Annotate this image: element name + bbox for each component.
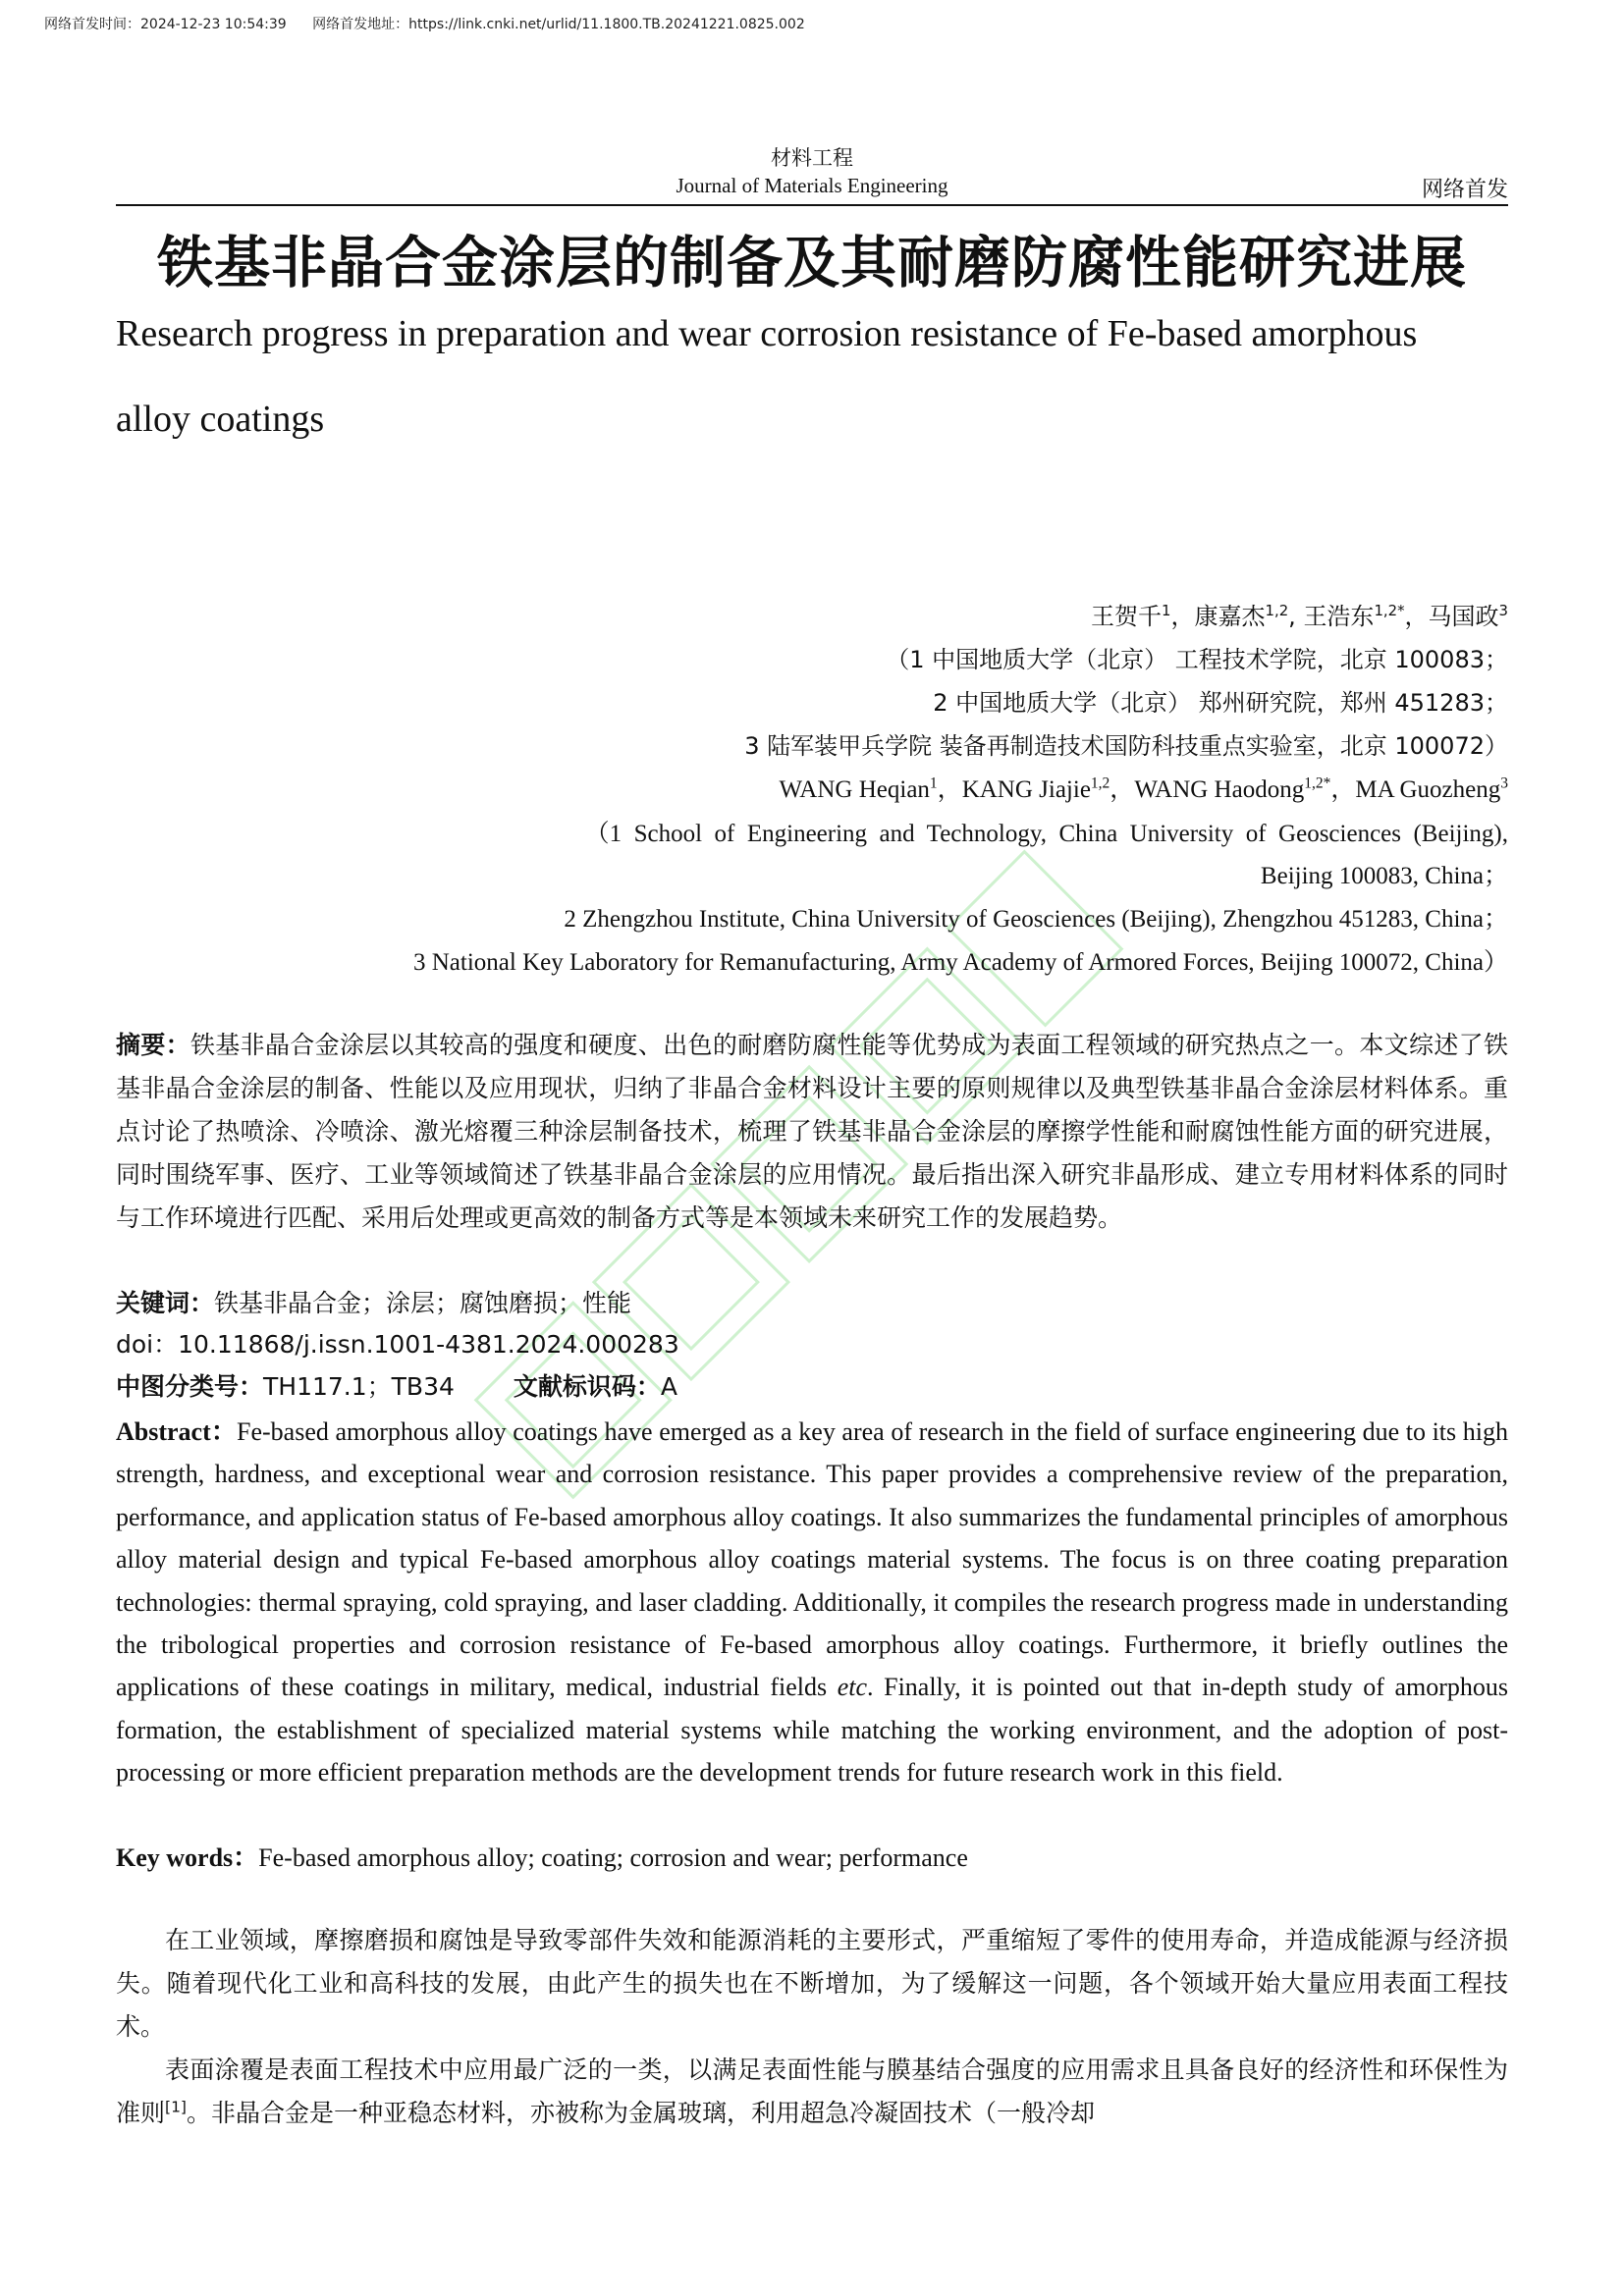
abstract-en: [116, 1411, 1508, 1794]
abstract-cn-text: 铁基非晶合金涂层以其较高的强度和硬度、出色的耐磨防腐性能等优势成为表面工程领域的研究热点之一。本文综述了铁基非晶合金涂层的制备、性能以及应用现状，归纳了非晶合金材料设计主要的原则规律以及典型铁基非晶合金涂层材料体系。重点讨论了热喷涂、冷喷涂、激光熔覆三种涂层制备技术，梳理了铁基非晶合金涂层的摩擦学性能和耐腐蚀性能方面的研究进展，同时围绕军事、医疗、工业等领域简述了铁基非晶合金涂层的应用情况。最后指出深入研究非晶形成、建立专用材料体系的同时与工作环境进行匹配、采用后处理或更高效的制备方式等是本领域未来研究工作的发展趋势。: [116, 1031, 1508, 1232]
paper-title-en-line2: alloy coatings: [116, 399, 325, 440]
author-separator: ，: [937, 776, 962, 803]
keywords-en: [116, 1838, 968, 1874]
published-time: 网络首发时间：2024-12-23 10:54:39: [44, 17, 287, 32]
author-name: 康嘉杰: [1194, 603, 1266, 630]
author-name: 马国政: [1428, 603, 1499, 630]
keywords-cn-text: 铁基非晶合金；涂层；腐蚀磨损；性能: [214, 1289, 632, 1317]
abstract-cn: [116, 1024, 1508, 1240]
paper-title-en-line1: Research progress in preparation and wear corrosion resistance of Fe-based amorphous: [116, 313, 1418, 354]
author-affiliation-mark: 1: [929, 774, 938, 792]
keywords-en-label: Key words：: [116, 1843, 259, 1872]
affiliation-cn-2: 2 中国地质大学（北京） 郑州研究院，郑州 451283；: [933, 689, 1508, 717]
doc-code-label: 文献标识码：: [513, 1372, 661, 1401]
abstract-en-text-part1: Fe-based amorphous alloy coatings have emerged as a key area of research in the field of surface engineering due to its high strength, hardness, and exceptional wear and corrosion resistance. This paper provides a comprehensive review of the preparation, performance, and application status of Fe-based amorphous alloy coatings. It also summarizes the fundamental principles of amorphous alloy material design and typical Fe-based amorphous alloy coatings material systems. The focus is on three coating preparation technologies: thermal spraying, cold spraying, and laser cladding. Additionally, it compiles the research progress made in understanding the tribological properties and corrosion resistance of Fe-based amorphous alloy coatings. Furthermore, it briefly outlines the applications of these coatings in military, medical, industrial fields: [116, 1417, 1508, 1702]
author-separator: ，: [1170, 603, 1195, 630]
affiliation-en-1-cont: Beijing 100083, China；: [1260, 863, 1508, 889]
online-publication-meta: [44, 14, 805, 33]
author-name: 王贺千: [1091, 603, 1163, 630]
doi-line: [116, 1325, 679, 1361]
body-paragraph-1: 在工业领域，摩擦磨损和腐蚀是导致零部件失效和能源消耗的主要形式，严重缩短了零件的使用寿命，并造成能源与经济损失。随着现代化工业和高科技的发展，由此产生的损失也在不断增加，为了缓解这一问题，各个领域开始大量应用表面工程技术。: [116, 1926, 1508, 2041]
author-affiliation-mark: 3: [1498, 602, 1508, 619]
author-list-en: [779, 770, 1508, 805]
author-separator: ,: [1288, 603, 1304, 630]
body-paragraph-2: [116, 2049, 1508, 2135]
author-separator: ，: [1404, 603, 1429, 630]
keywords-cn-label: 关键词：: [116, 1289, 215, 1317]
online-first-tag: 网络首发: [1421, 178, 1508, 202]
clc-value: TH117.1；TB34: [263, 1372, 455, 1401]
doi-label: doi：: [116, 1330, 179, 1359]
doi-value[interactable]: 10.11868/j.issn.1001-4381.2024.000283: [178, 1330, 679, 1359]
author-name: WANG Heqian: [779, 776, 930, 803]
author-affiliation-mark: 1,2*: [1304, 774, 1331, 792]
abstract-en-label: Abstract：: [116, 1417, 237, 1446]
author-name: WANG Haodong: [1134, 776, 1305, 803]
affiliation-en-1: （1 School of Engineering and Technology, China University of Geosciences (Beijing),: [584, 821, 1508, 847]
header-divider: [116, 204, 1508, 206]
abstract-en-etc: etc: [837, 1673, 868, 1702]
author-affiliation-mark: 1,2: [1265, 602, 1289, 619]
paper-title-cn: 铁基非晶合金涂层的制备及其耐磨防腐性能研究进展: [157, 231, 1467, 295]
author-separator: ，: [1110, 776, 1135, 803]
body-paragraph-2-text-cont: 。非晶合金是一种亚稳态材料，亦被称为金属玻璃，利用超急冷凝固技术（一般冷却: [186, 2099, 1095, 2127]
author-affiliation-mark: 3: [1500, 774, 1508, 792]
body-paragraph-2-text: 表面涂覆是表面工程技术中应用最广泛的一类，以满足表面性能与膜基结合强度的应用需求且具备良好的经济性和环保性为准则: [116, 2056, 1508, 2127]
journal-name-cn: 材料工程: [771, 146, 853, 170]
classification-line: [116, 1367, 677, 1403]
keywords-en-text: Fe-based amorphous alloy; coating; corrosion and wear; performance: [258, 1843, 968, 1872]
author-name: 王浩东: [1303, 603, 1375, 630]
author-name: MA Guozheng: [1355, 776, 1501, 803]
clc-label: 中图分类号：: [116, 1372, 264, 1401]
journal-name-en: Journal of Materials Engineering: [676, 174, 948, 197]
author-affiliation-mark: 1,2*: [1374, 602, 1405, 619]
abstract-cn-label: 摘要：: [116, 1031, 190, 1059]
author-name: KANG Jiajie: [961, 776, 1091, 803]
keywords-cn: [116, 1284, 631, 1319]
published-url[interactable]: 网络首发地址：https://link.cnki.net/urlid/11.1800.TB.20241221.0825.002: [312, 17, 805, 32]
affiliation-cn-1: （1 中国地质大学（北京） 工程技术学院，北京 100083；: [886, 646, 1508, 673]
author-separator: ，: [1330, 776, 1356, 803]
author-affiliation-mark: 1: [1162, 602, 1171, 619]
author-affiliation-mark: 1,2: [1090, 774, 1110, 792]
author-list-cn: [1091, 597, 1508, 631]
doc-code-value: A: [660, 1372, 678, 1401]
affiliation-cn-3: 3 陆军装甲兵学院 装备再制造技术国防科技重点实验室，北京 100072）: [744, 732, 1508, 760]
abstract-en-text-part2: . Finally, it is pointed out that in-depth study of amorphous formation, the establishment of specialized material systems while matching the working environment, and the adoption of post-processing or more efficient preparation methods are the development trends for future research work in this field.: [116, 1673, 1509, 1788]
affiliation-en-3: 3 National Key Laboratory for Remanufacturing, Army Academy of Armored Forces, Beijing 100072, China）: [412, 949, 1508, 976]
affiliation-en-2: 2 Zhengzhou Institute, China University of Geosciences (Beijing), Zhengzhou 451283, China；: [564, 906, 1508, 933]
citation-ref[interactable]: [1]: [165, 2098, 187, 2116]
